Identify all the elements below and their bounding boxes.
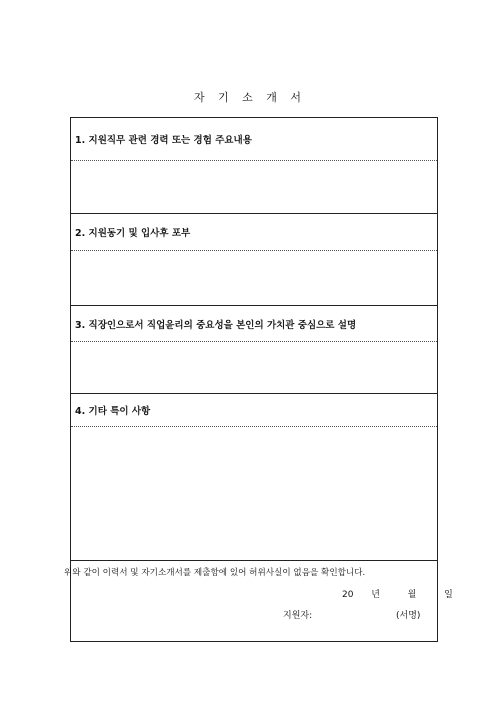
section-1-label: 1. 지원직무 관련 경력 또는 경험 주요내용 bbox=[75, 135, 252, 146]
signature-field[interactable] bbox=[396, 608, 420, 621]
self-introduction-form bbox=[64, 117, 453, 642]
section-3-label: 3. 직장인으로서 직업윤리의 중요성을 본인의 가치관 중심으로 설명 bbox=[75, 319, 357, 331]
section-4-heading bbox=[71, 394, 437, 427]
section-2-answer-area[interactable] bbox=[71, 251, 437, 306]
section-1-heading bbox=[71, 118, 437, 161]
section-3-heading bbox=[71, 306, 437, 342]
year-unit: 년 bbox=[371, 590, 380, 600]
section-1-answer-area[interactable] bbox=[71, 161, 437, 214]
section-2-label: 2. 지원동기 및 입사후 포부 bbox=[75, 228, 191, 239]
applicant-line bbox=[283, 608, 312, 621]
section-4-answer-area[interactable] bbox=[71, 427, 437, 561]
section-4-label: 4. 기타 특이 사항 bbox=[75, 406, 151, 417]
confirmation-statement: 위와 같이 이력서 및 자기소개서를 제출함에 있어 허위사실이 없음을 확인합니다. bbox=[64, 568, 366, 578]
section-3-answer-area[interactable] bbox=[71, 342, 437, 394]
section-2-heading bbox=[71, 214, 437, 251]
day-unit: 일 bbox=[444, 590, 453, 600]
date-line bbox=[342, 587, 453, 600]
applicant-label: 지원자: bbox=[283, 611, 313, 621]
year-prefix: 20 bbox=[342, 590, 354, 600]
month-unit: 월 bbox=[407, 590, 417, 600]
document-title: 자 기 소 개 서 bbox=[193, 91, 307, 104]
signature-label: (서명) bbox=[396, 611, 421, 621]
